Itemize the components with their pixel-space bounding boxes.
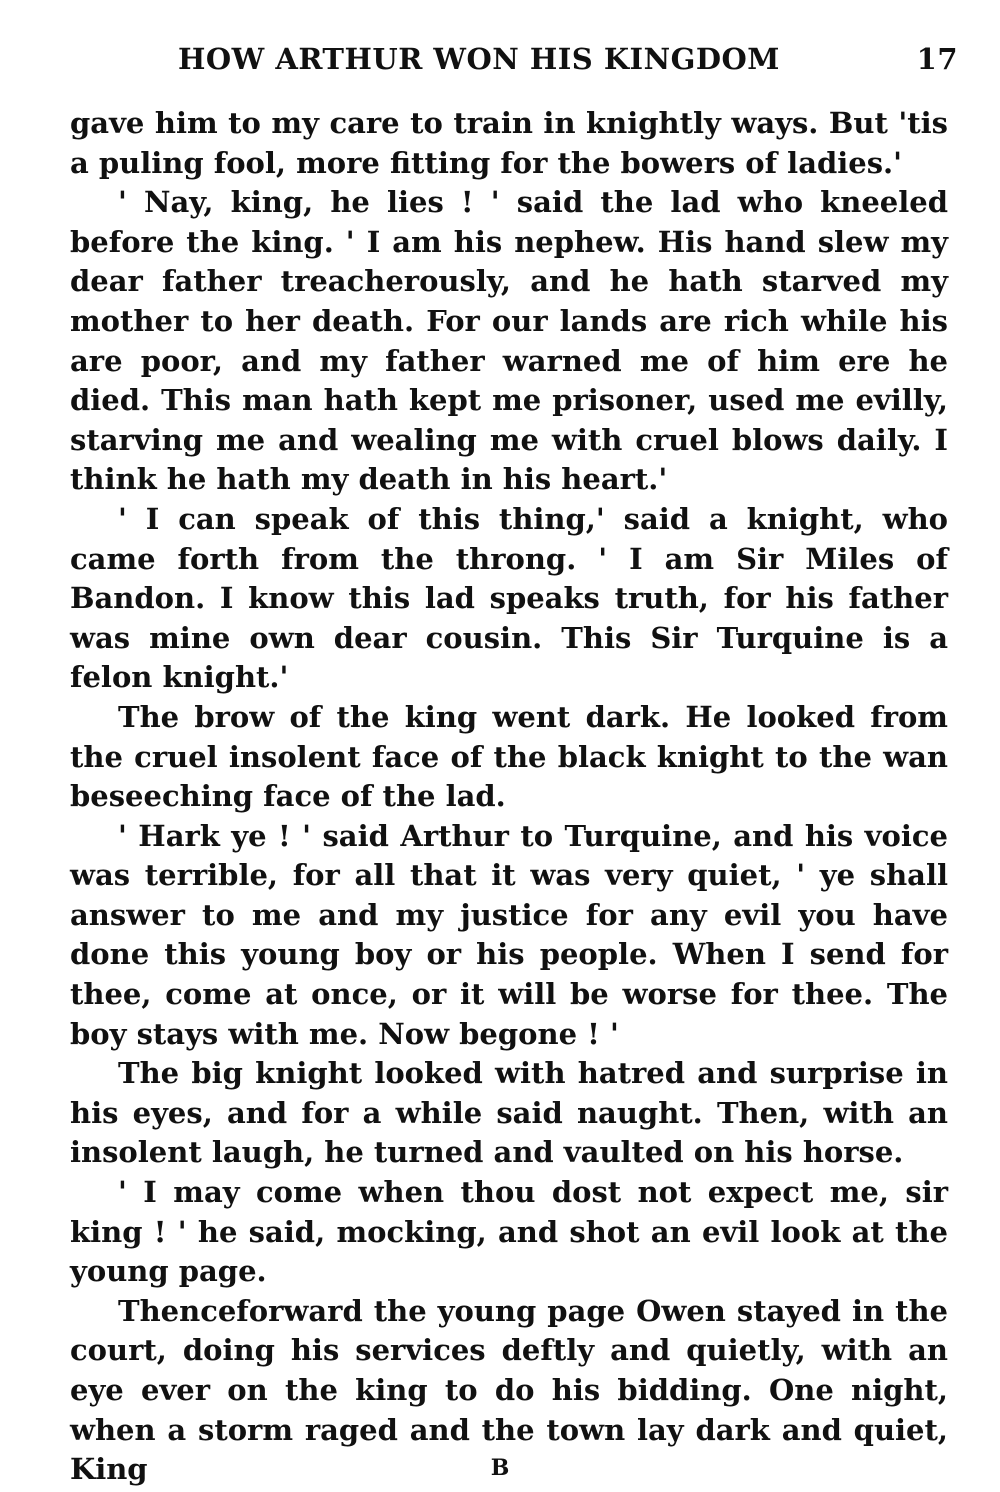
signature-mark: B [490, 1455, 510, 1481]
paragraph: ' Hark ye ! ' said Arthur to Turquine, and his voice was terrible, for all that it was very quiet, ' ye shall answer to me and my justice for any evil you have done this young boy or his people. When I send for thee, come at once, or it will be worse for thee. The boy stays with me. Now begone ! ' [70, 818, 948, 1051]
paragraph: The brow of the king went dark. He looked from the cruel insolent face of the black knight to the wan beseeching face of the lad. [70, 699, 948, 814]
paragraph: ' I may come when thou dost not expect me, sir king ! ' he said, mocking, and shot an evil look at the young page. [70, 1175, 948, 1289]
running-head [178, 42, 958, 82]
paragraph-continued: gave him to my care to train in knightly ways. But 'tis a puling fool, more fitting for the bowers of ladies.' [70, 106, 948, 180]
chapter-title: HOW ARTHUR WON HIS KINGDOM [178, 42, 780, 76]
paragraph: Thenceforward the young page Owen stayed in the court, doing his services deftly and quietly, with an eye ever on the king to do his bidding. One night, when a storm raged and the town lay dark and quiet, King [70, 1293, 948, 1487]
paragraph: The big knight looked with hatred and surprise in his eyes, and for a while said naught. Then, with an insolent laugh, he turned and vaulted on his horse. [70, 1056, 948, 1170]
page-number: 17 [916, 42, 958, 76]
body-text [70, 104, 948, 1490]
paragraph: ' I can speak of this thing,' said a knight, who came forth from the throng. ' I am Sir Miles of Bandon. I know this lad speaks truth, for his father was mine own dear cousin. This Sir Turquine is a felon knight.' [70, 501, 948, 695]
paragraph: ' Nay, king, he lies ! ' said the lad who kneeled before the king. ' I am his nephew. His hand slew my dear father treacherously, and he hath starved my mother to her death. For our lands are rich while his are poor, and my father warned me of him ere he died. This man hath kept me prisoner, used me evilly, starving me and wealing me with cruel blows daily. I think he hath my death in his heart.' [70, 185, 948, 497]
